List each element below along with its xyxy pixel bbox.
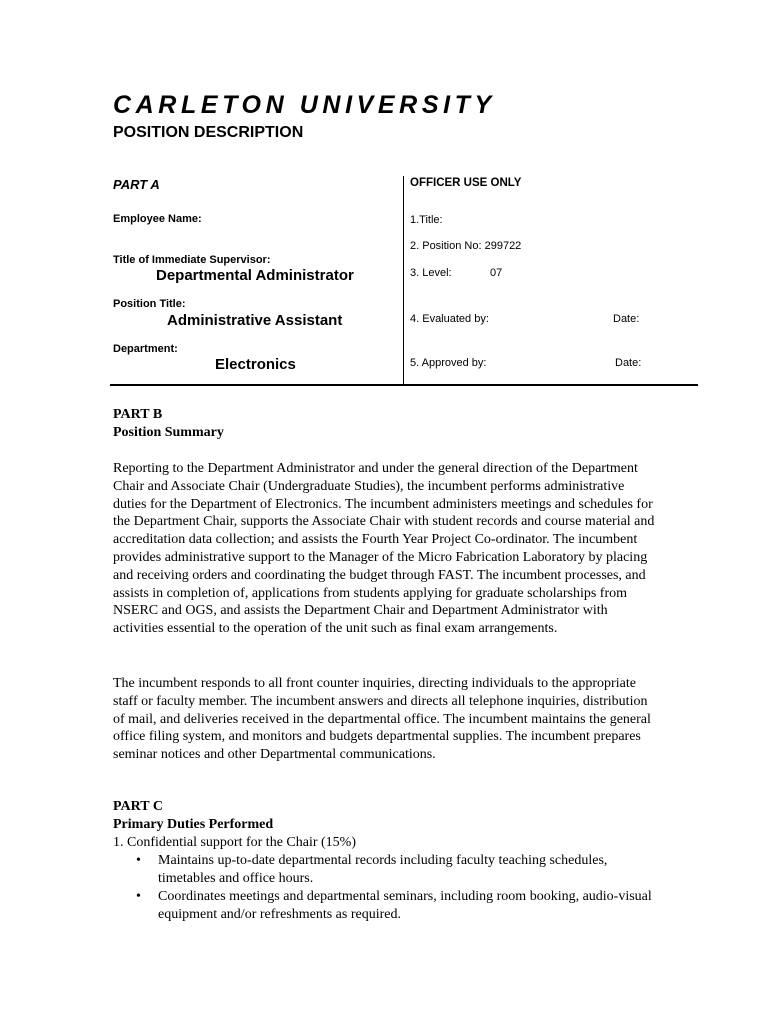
officer-use-heading: OFFICER USE ONLY bbox=[410, 177, 522, 189]
position-title-label: Position Title: bbox=[113, 298, 186, 310]
duty-bullet-list bbox=[136, 852, 666, 924]
supervisor-label: Title of Immediate Supervisor: bbox=[113, 254, 271, 266]
university-name: CARLETON UNIVERSITY bbox=[113, 91, 496, 119]
supervisor-value: Departmental Administrator bbox=[156, 267, 354, 284]
officer-position-no: 2. Position No: 299722 bbox=[410, 240, 522, 252]
duty-item-1: 1. Confidential support for the Chair (15%) bbox=[113, 835, 357, 850]
position-summary-heading: Position Summary bbox=[113, 425, 224, 440]
list-item bbox=[136, 888, 666, 924]
document-title: POSITION DESCRIPTION bbox=[113, 124, 304, 141]
officer-level-label: 3. Level: bbox=[410, 267, 452, 279]
department-label: Department: bbox=[113, 343, 178, 355]
bullet-icon: • bbox=[136, 889, 141, 904]
employee-name-label: Employee Name: bbox=[113, 213, 202, 225]
part-c-heading: PART C bbox=[113, 799, 163, 814]
header-divider-horizontal bbox=[110, 384, 698, 386]
summary-paragraph-2: The incumbent responds to all front counter inquiries, directing individuals to the appropriate staff or faculty member. The incumbent answers and directs all telephone inquiries, distribution of mail, and deliveries received in the departmental office. The incumbent maintains the general office filing system, and monitors and budgets departmental supplies. The incumbent prepares seminar notices and other Departmental communications. bbox=[113, 676, 651, 763]
officer-evaluated-date-label: Date: bbox=[613, 313, 640, 325]
position-title-value: Administrative Assistant bbox=[167, 312, 343, 329]
bullet-icon: • bbox=[136, 853, 141, 868]
list-item bbox=[136, 852, 666, 888]
bullet-text: Maintains up-to-date departmental records including faculty teaching schedules, timetables and office hours. bbox=[158, 853, 608, 886]
officer-evaluated-label: 4. Evaluated by: bbox=[410, 313, 489, 325]
part-b-heading: PART B bbox=[113, 407, 163, 422]
officer-approved-label: 5. Approved by: bbox=[410, 357, 487, 369]
officer-level-value: 07 bbox=[490, 267, 503, 279]
officer-title-label: 1.Title: bbox=[410, 214, 443, 226]
bullet-text: Coordinates meetings and departmental seminars, including room booking, audio-visual equipment and/or refreshments as required. bbox=[158, 889, 652, 922]
part-a-heading: PART A bbox=[113, 177, 160, 192]
summary-paragraph-1: Reporting to the Department Administrator and under the general direction of the Department Chair and Associate Chair (Undergraduate Studies), the incumbent performs administrative duties for the Department of Electronics. The incumbent administers meetings and schedules for the Department Chair, supports the Associate Chair with student records and course material and accreditation data collection; and assists the Fourth Year Project Co-ordinator. The incumbent provides administrative support to the Manager of the Micro Fabrication Laboratory by placing and receiving orders and coordinating the budget through FAST. The incumbent processes, and assists in completion of, applications from students applying for graduate scholarships from NSERC and OGS, and assists the Department Chair and Department Administrator with activities essential to the operation of the unit such as final exam arrangements. bbox=[113, 461, 655, 637]
primary-duties-heading: Primary Duties Performed bbox=[113, 817, 274, 832]
header-divider-vertical bbox=[403, 176, 404, 385]
department-value: Electronics bbox=[215, 356, 296, 373]
officer-approved-date-label: Date: bbox=[615, 357, 642, 369]
